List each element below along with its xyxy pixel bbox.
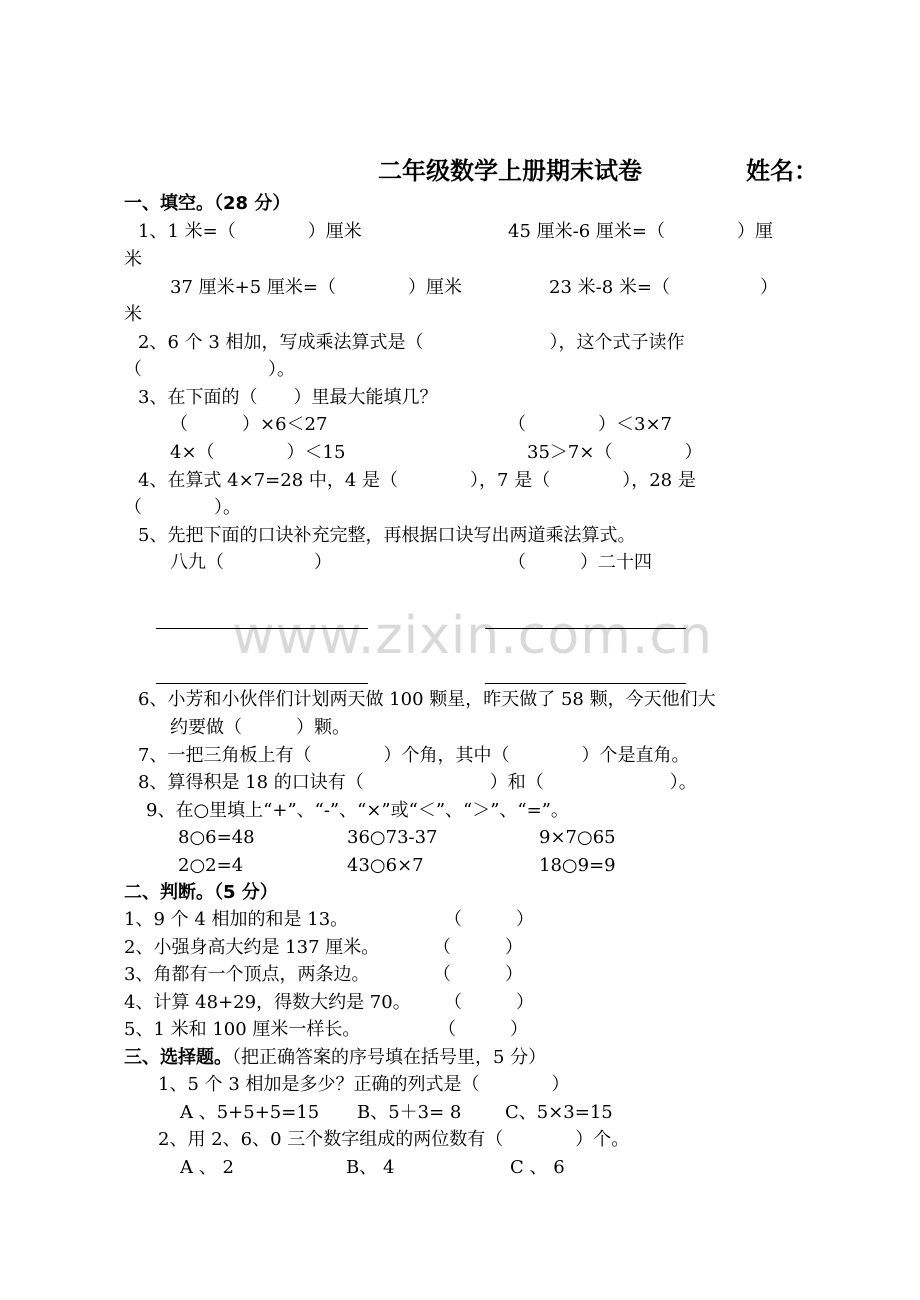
q6-line-b: 约要做（ ）颗。 — [170, 717, 350, 738]
choice-q2-option-a[interactable]: A 、 2 — [180, 1157, 234, 1178]
q9-line: 9、在○里填上“+”、“-”、“×”或“＜”、“＞”、“=”。 — [146, 800, 569, 821]
q5-line-b: 八九（ ） — [170, 552, 332, 573]
q4-line-a: 4、在算式 4×7=28 中，4 是（ ），7 是（ ），28 是 — [138, 470, 696, 491]
q9-item: 8○6=48 — [178, 827, 255, 848]
q3-line-c: （ ）＜3×7 — [508, 414, 672, 435]
watermark: www.zixin.com.cn — [232, 606, 713, 666]
choice-q2: 2、用 2、6、0 三个数字组成的两位数有（ ）个。 — [158, 1129, 630, 1150]
choice-q1: 1、5 个 3 相加是多少？正确的列式是（ ） — [158, 1074, 570, 1095]
q1-line-a: 1、1 米=（ ）厘米 — [138, 221, 362, 242]
name-label: 姓名： — [746, 157, 818, 185]
judge-blank[interactable]: （ ） — [444, 909, 534, 930]
section3-heading-title: 三、选择题。 — [124, 1047, 232, 1068]
judge-blank[interactable]: （ ） — [444, 992, 534, 1013]
q9-item: 43○6×7 — [347, 855, 424, 876]
judge-blank[interactable]: （ ） — [433, 964, 523, 985]
q1-wrap-1: 米 — [124, 249, 142, 270]
q9-item: 36○73-37 — [347, 827, 438, 848]
q1-line-b: 45 厘米-6 厘米=（ ）厘 — [508, 221, 773, 242]
q1-line-c: 37 厘米+5 厘米=（ ）厘米 — [170, 277, 462, 298]
q5-line-c: （ ）二十四 — [508, 552, 652, 573]
choice-q1-option-a[interactable]: A 、5+5+5=15 — [180, 1102, 320, 1123]
q9-item: 2○2=4 — [178, 855, 244, 876]
q7-line: 7、一把三角板上有（ ）个角，其中（ ）个是直角。 — [138, 745, 690, 766]
choice-q2-option-b[interactable]: B、 4 — [346, 1157, 395, 1178]
choice-q1-option-c[interactable]: C、5×3=15 — [505, 1102, 613, 1123]
section2-heading: 二、判断。（5 分） — [124, 882, 278, 903]
answer-line-1[interactable] — [156, 628, 368, 629]
judge-item: 1、9 个 4 相加的和是 13。 — [124, 909, 349, 930]
q9-item: 9×7○65 — [539, 827, 616, 848]
judge-blank[interactable]: （ ） — [438, 1019, 528, 1040]
q3-line-a: 3、在下面的（ ）里最大能填几？ — [138, 387, 438, 408]
judge-item: 2、小强身高大约是 137 厘米。 — [124, 937, 380, 958]
q8-line: 8、算得积是 18 的口诀有（ ）和（ ）。 — [138, 772, 697, 793]
exam-title: 二年级数学上册期末试卷 — [378, 157, 642, 185]
choice-q1-option-b[interactable]: B、5＋3= 8 — [357, 1102, 462, 1123]
judge-item: 3、角都有一个顶点，两条边。 — [124, 964, 370, 985]
judge-blank[interactable]: （ ） — [433, 937, 523, 958]
judge-item: 5、1 米和 100 厘米一样长。 — [124, 1019, 361, 1040]
q3-line-e: 35＞7×（ ） — [527, 442, 703, 463]
section1-heading: 一、填空。（28 分） — [124, 193, 291, 214]
judge-item: 4、计算 48+29，得数大约是 70。 — [124, 992, 411, 1013]
answer-line-3[interactable] — [156, 683, 368, 684]
section3-heading — [124, 1047, 546, 1069]
q9-item: 18○9=9 — [539, 855, 616, 876]
answer-line-4[interactable] — [485, 683, 686, 684]
q5-line-a: 5、先把下面的口诀补充完整，再根据口诀写出两道乘法算式。 — [138, 525, 636, 546]
q3-line-d: 4×（ ）＜15 — [170, 442, 346, 463]
q1-wrap-2: 米 — [124, 304, 142, 325]
q1-line-d: 23 米-8 米=（ ） — [549, 277, 778, 298]
answer-line-2[interactable] — [485, 628, 686, 629]
q3-line-b: （ ）×6＜27 — [170, 414, 328, 435]
choice-q2-option-c[interactable]: C 、 6 — [510, 1157, 565, 1178]
q2-line-a: 2、6 个 3 相加，写成乘法算式是（ ），这个式子读作 — [138, 332, 685, 353]
q4-line-b: （ ）。 — [124, 497, 241, 518]
q2-line-b: （ ）。 — [124, 359, 295, 380]
q6-line-a: 6、小芳和小伙伴们计划两天做 100 颗星，昨天做了 58 颗，今天他们大 — [138, 689, 716, 710]
section3-heading-note: （把正确答案的序号填在括号里，5 分） — [232, 1047, 547, 1068]
